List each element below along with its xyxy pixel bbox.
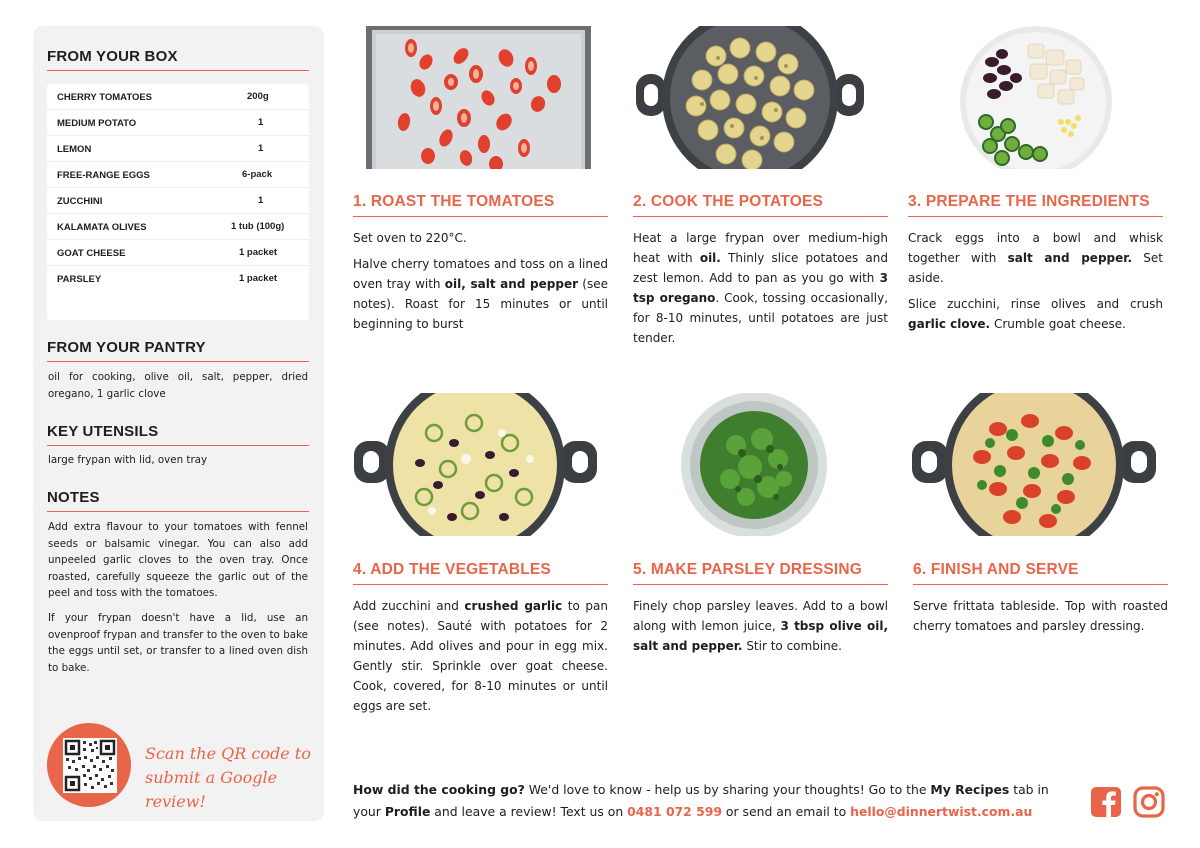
bold-text: 3 tbsp olive oil, salt and pepper. (633, 619, 889, 653)
step-5-title: 5. MAKE PARSLEY DRESSING (633, 561, 888, 585)
qr-code-icon[interactable] (63, 738, 117, 793)
text-segment: We'd love to know - help us by sharing your thoughts! Go to the (524, 782, 931, 797)
text-segment: tab in your (353, 782, 1049, 819)
text-segment: or send an email to (721, 804, 851, 819)
step-1-photo (366, 26, 591, 169)
ingredient-qty: 6-pack (242, 169, 273, 180)
step-paragraph (353, 596, 608, 716)
bold-text: 3 tsp oregano (633, 271, 888, 305)
table-row (47, 162, 309, 188)
ingredient-qty: 1 (258, 143, 264, 154)
from-your-pantry-heading: FROM YOUR PANTRY (47, 339, 309, 362)
text-segment: Heat a large frypan over medium-high heat with (633, 231, 888, 265)
notes-paragraph-2: If your frypan doesn't have a lid, use an ovenproof frypan and transfer to the oven to bake the eggs until set, or transfer to a lined oven dish to bake. (48, 612, 308, 674)
step-6-title: 6. FINISH AND SERVE (913, 561, 1168, 585)
ingredient-name: PARSLEY (57, 274, 102, 285)
text-segment: Slice zucchini, rinse olives and crush (908, 297, 1163, 311)
bold-text: salt and pepper. (1007, 251, 1133, 265)
step-paragraph (353, 254, 608, 334)
ingredient-name: CHERRY TOMATOES (57, 92, 153, 103)
qr-caption-line-1: Scan the QR code to (145, 744, 311, 763)
review-footer (353, 779, 1073, 823)
text-segment: and leave a review! Text us on (430, 804, 628, 819)
step-3-title: 3. PREPARE THE INGREDIENTS (908, 193, 1163, 217)
text-segment: Stir to combine. (742, 639, 842, 653)
step-4-body (353, 596, 608, 722)
text-segment: Finely chop parsley leaves. Add to a bowl along with lemon juice, (633, 599, 888, 633)
facebook-icon[interactable] (1090, 786, 1122, 818)
step-paragraph (913, 596, 1168, 636)
box-ingredients-table (47, 84, 309, 320)
step-6-photo (912, 393, 1156, 536)
ingredient-name: GOAT CHEESE (57, 248, 126, 259)
step-3-body (908, 228, 1163, 340)
step-6-body (913, 596, 1168, 642)
step-paragraph (908, 294, 1163, 334)
ingredient-qty: 1 (258, 117, 264, 128)
step-4-photo (354, 393, 597, 536)
step-paragraph (633, 228, 888, 348)
ingredients-sidebar (33, 26, 324, 821)
text-segment: Set oven to 220°C. (353, 231, 467, 245)
ingredient-qty: 1 packet (239, 273, 278, 284)
table-row (47, 240, 309, 266)
text-segment: Set aside. (908, 251, 1163, 285)
pantry-text: oil for cooking, olive oil, salt, pepper, dried oregano, 1 garlic clove (48, 371, 308, 400)
text-segment: Serve frittata tableside. Top with roasted cherry tomatoes and parsley dressing. (913, 599, 1168, 633)
step-1-body (353, 228, 608, 340)
text-segment: Thinly slice potatoes and zest lemon. Add to pan as you go with (633, 251, 888, 285)
ingredient-qty: 1 packet (239, 247, 278, 258)
key-utensils-heading: KEY UTENSILS (47, 423, 309, 446)
contact-link[interactable]: hello@dinnertwist.com.au (850, 804, 1033, 819)
ingredient-qty: 200g (247, 91, 269, 102)
step-paragraph (633, 596, 888, 656)
instagram-icon[interactable] (1133, 786, 1165, 818)
bold-text: crushed garlic (464, 599, 563, 613)
bold-text: Profile (384, 804, 431, 819)
table-row (47, 110, 309, 136)
table-row (47, 136, 309, 162)
text-segment: . Cook, tossing occasionally, for 8-10 minutes, until potatoes are just tender. (633, 291, 889, 345)
step-paragraph (908, 228, 1163, 288)
notes-paragraph-1: Add extra flavour to your tomatoes with fennel seeds or balsamic vinegar. You can also add unpeeled garlic cloves to the oven tray. Once roasted, carefully squeeze the garlic out of the peel and toss with the tomatoes. (48, 521, 308, 599)
contact-link[interactable]: 0481 072 599 (627, 804, 722, 819)
ingredient-name: LEMON (57, 144, 92, 155)
text-segment: Crumble goat cheese. (990, 317, 1126, 331)
step-1-title: 1. ROAST THE TOMATOES (353, 193, 608, 217)
text-segment: to pan (see notes). Sauté with potatoes for 2 minutes. Add olives and pour in egg mix. Gently stir. Sprinkle over goat cheese. Cook, covered, for 8-10 minutes or until eggs are set. (353, 599, 608, 713)
from-your-box-heading: FROM YOUR BOX (47, 48, 309, 71)
bold-text: garlic clove. (908, 317, 991, 331)
bold-text: oil, salt and pepper (444, 277, 579, 291)
utensils-text: large frypan with lid, oven tray (48, 454, 208, 466)
text-segment: Crack eggs into a bowl and whisk together with (908, 231, 1163, 265)
ingredient-qty: 1 (258, 195, 264, 206)
text-segment: Add zucchini and (353, 599, 465, 613)
qr-caption-line-2: submit a Google review! (145, 768, 278, 811)
qr-caption (145, 742, 315, 814)
step-2-body (633, 228, 888, 354)
ingredient-name: FREE-RANGE EGGS (57, 170, 150, 181)
bold-text: My Recipes (930, 782, 1010, 797)
table-row (47, 214, 309, 240)
bold-text: How did the cooking go? (353, 782, 525, 797)
qr-badge (47, 723, 131, 807)
step-5-photo (680, 393, 828, 536)
bold-text: oil. (699, 251, 721, 265)
text-segment: (see notes). Roast for 15 minutes or until beginning to burst (353, 277, 608, 331)
ingredient-name: KALAMATA OLIVES (57, 222, 147, 233)
ingredient-name: MEDIUM POTATO (57, 118, 137, 129)
table-row (47, 266, 309, 292)
step-paragraph (353, 228, 608, 248)
text-segment: Halve cherry tomatoes and toss on a lined oven tray with (353, 257, 608, 291)
ingredient-name: ZUCCHINI (57, 196, 103, 207)
table-row (47, 188, 309, 214)
table-row (47, 84, 309, 110)
step-2-photo (636, 26, 864, 169)
step-2-title: 2. COOK THE POTATOES (633, 193, 888, 217)
step-4-title: 4. ADD THE VEGETABLES (353, 561, 608, 585)
step-3-photo (950, 26, 1120, 169)
notes-heading: NOTES (47, 489, 309, 512)
step-5-body (633, 596, 888, 662)
ingredient-qty: 1 tub (100g) (231, 221, 285, 232)
